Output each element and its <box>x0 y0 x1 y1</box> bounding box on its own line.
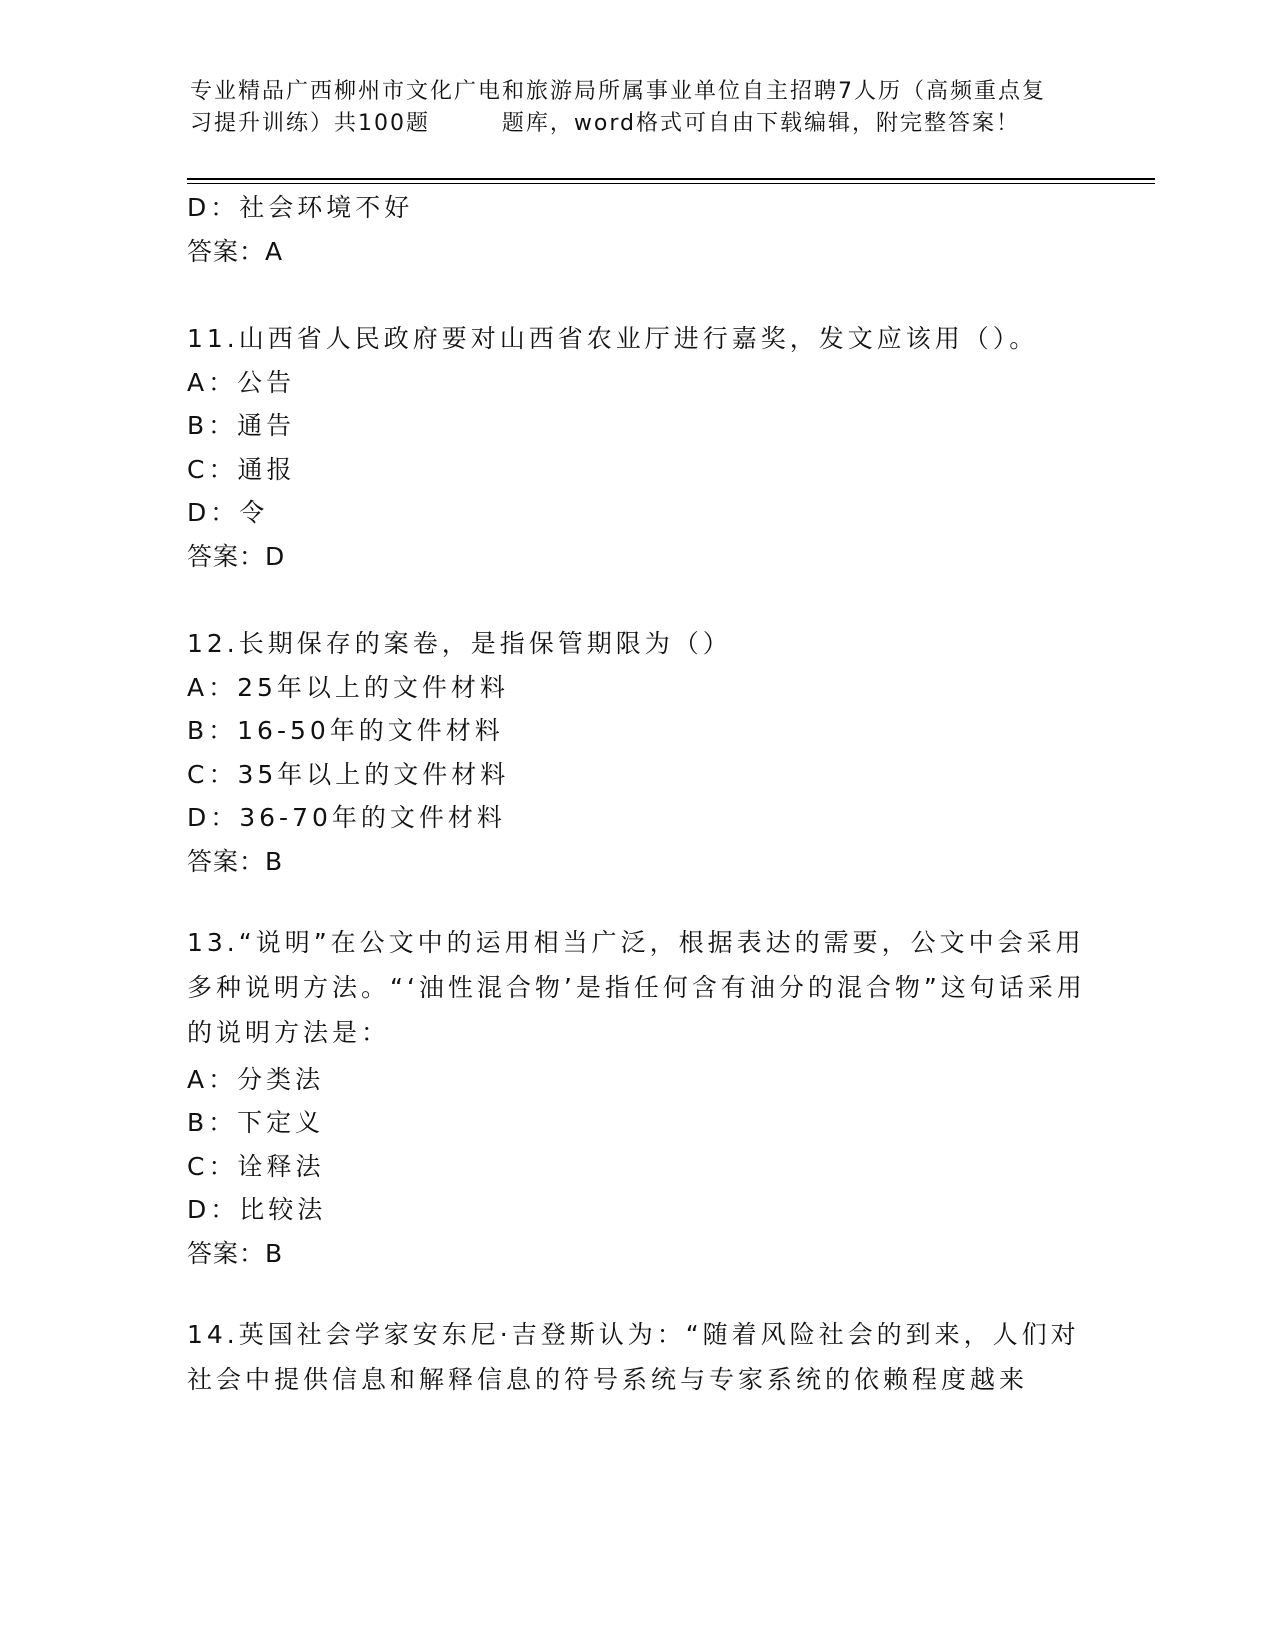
header-rule-thick <box>187 178 1155 180</box>
q13-text: 13.“说明”在公文中的运用相当广泛，根据表达的需要，公文中会采用多种说明方法。“‘油性混合物’是指任何含有油分的混合物”这句话采用的说明方法是： <box>187 928 1086 1047</box>
q11-option-b: B：通告 <box>187 411 296 440</box>
document-header <box>190 76 1090 140</box>
q12-text: 12.长期保存的案卷，是指保管期限为（） <box>187 629 732 658</box>
q12-option-b: B：16-50年的文件材料 <box>187 716 504 745</box>
q13-answer: 答案：B <box>187 1239 284 1268</box>
header-rule-thin <box>187 183 1155 184</box>
q12-answer: 答案：B <box>187 847 284 876</box>
q11-option-a: A：公告 <box>187 368 296 397</box>
q11-answer: 答案：D <box>187 542 286 571</box>
prev-option-d: D：社会环境不好 <box>187 193 414 222</box>
q13-option-a: A：分类法 <box>187 1065 325 1094</box>
q12-option-c: C：35年以上的文件材料 <box>187 760 510 789</box>
q11-option-d: D：令 <box>187 498 269 527</box>
prev-answer: 答案：A <box>187 237 284 266</box>
header-line-1: 专业精品广西柳州市文化广电和旅游局所属事业单位自主招聘7人历（高频重点复 <box>190 79 1046 104</box>
q11-text: 11.山西省人民政府要对山西省农业厅进行嘉奖，发文应该用（）。 <box>187 324 1039 353</box>
q14-text: 14.英国社会学家安东尼·吉登斯认为：“随着风险社会的到来，人们对社会中提供信息和解释信息的符号系统与专家系统的依赖程度越来 <box>187 1320 1080 1394</box>
q13-option-d: D：比较法 <box>187 1195 327 1224</box>
header-line-2: 习提升训练）共100题 题库，word格式可自由下载编辑，附完整答案！ <box>190 111 1021 136</box>
q12-option-d: D：36-70年的文件材料 <box>187 803 506 832</box>
q13-option-c: C：诠释法 <box>187 1152 325 1181</box>
q11-option-c: C：通报 <box>187 455 296 484</box>
q13-option-b: B：下定义 <box>187 1108 325 1137</box>
q12-option-a: A：25年以上的文件材料 <box>187 673 509 702</box>
